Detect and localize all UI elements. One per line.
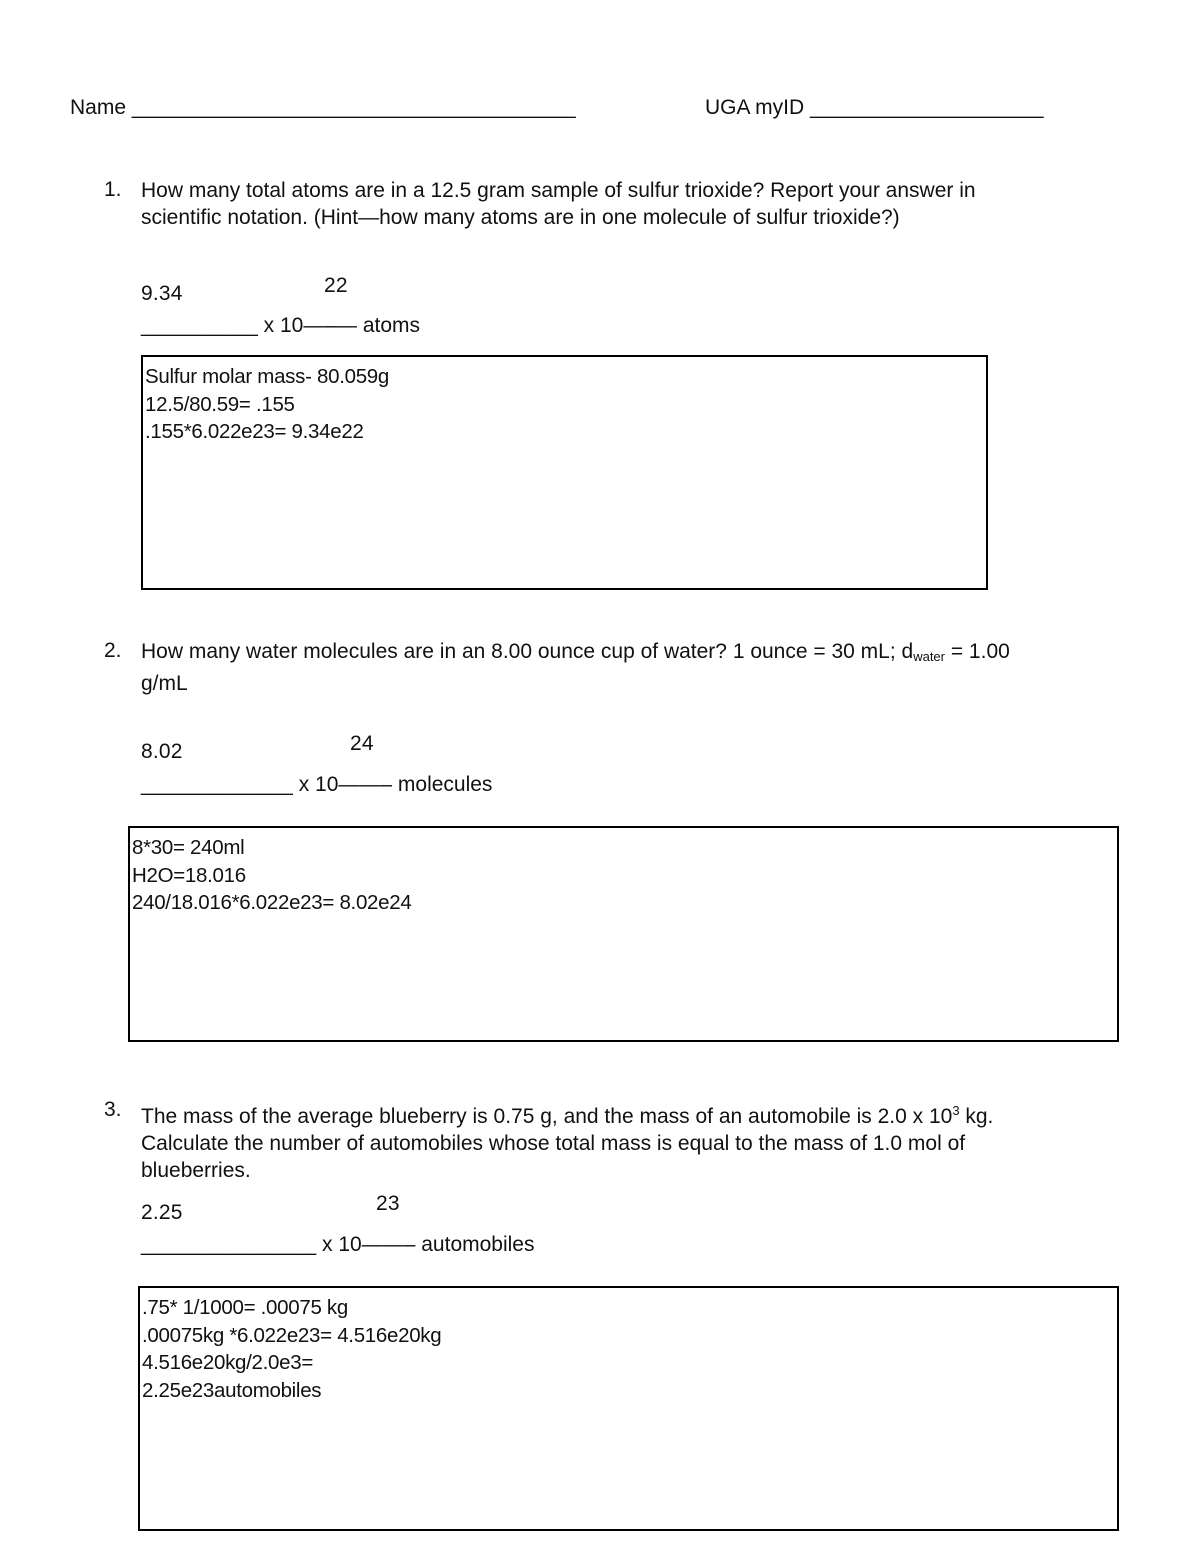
question-3-work-box[interactable] — [138, 1286, 1119, 1531]
myid-label: UGA myID — [705, 96, 805, 119]
question-1-answer-exponent[interactable]: 22 — [324, 274, 348, 297]
question-2-line-1-a: How many water molecules are in an 8.00 ounce cup of water? 1 ounce = 30 mL; d — [141, 640, 914, 663]
question-2-answer-mantissa[interactable]: 8.02 — [141, 740, 183, 763]
question-1-number: 1. — [104, 178, 122, 201]
question-2-number: 2. — [104, 639, 122, 662]
question-3-answer-mantissa[interactable]: 2.25 — [141, 1201, 183, 1224]
question-2-work-line-1: 8*30= 240ml — [132, 836, 245, 859]
question-3-work-line-1: .75* 1/1000= .00075 kg — [142, 1296, 348, 1319]
myid-field — [705, 96, 1044, 120]
question-3-work-line-3: 4.516e20kg/2.0e3= — [142, 1351, 314, 1374]
question-1-answer-mantissa[interactable]: 9.34 — [141, 282, 183, 305]
question-3-number: 3. — [104, 1098, 122, 1121]
question-1-answer-line — [141, 314, 420, 338]
question-3-line-1-b: kg. — [959, 1105, 994, 1128]
question-1-work-line-3: .155*6.022e23= 9.34e22 — [145, 420, 364, 443]
question-2-work-box[interactable] — [128, 826, 1119, 1042]
question-1-answer-suffix: x 10—–— atoms — [263, 314, 421, 337]
question-2-line-1-b: = 1.00 — [945, 640, 1010, 663]
question-3-work-line-2: .00075kg *6.022e23= 4.516e20kg — [142, 1323, 442, 1347]
question-1-line-2: scientific notation. (Hint—how many atoms are in one molecule of sulfur trioxide?) — [141, 206, 900, 229]
name-blank[interactable]: ______________________________________ — [131, 96, 576, 119]
question-3-superscript: 3 — [952, 1103, 960, 1118]
question-3-line-2: Calculate the number of automobiles whose total mass is equal to the mass of 1.0 mol of — [141, 1132, 966, 1155]
question-1-work-line-1: Sulfur molar mass- 80.059g — [145, 365, 390, 388]
question-1-line-1: How many total atoms are in a 12.5 gram sample of sulfur trioxide? Report your answer in — [141, 179, 976, 202]
question-2-answer-blank[interactable]: _____________ — [141, 773, 293, 796]
question-3-answer-line — [141, 1233, 535, 1257]
question-3-answer-exponent[interactable]: 23 — [376, 1192, 400, 1215]
question-2-line-1 — [141, 638, 1151, 670]
question-3-line-1-a: The mass of the average blueberry is 0.75 g, and the mass of an automobile is 2.0 x 10 — [141, 1105, 953, 1128]
question-1-work-line-2: 12.5/80.59= .155 — [145, 392, 295, 416]
question-2-work-line-3: 240/18.016*6.022e23= 8.02e24 — [132, 891, 412, 914]
question-1-answer-blank[interactable]: __________ — [141, 314, 258, 337]
question-3-line-1 — [141, 1097, 1151, 1130]
question-2-answer-exponent[interactable]: 24 — [350, 732, 374, 755]
question-1-text — [141, 177, 1141, 231]
question-2-subscript: water — [913, 649, 945, 664]
question-2-text — [141, 638, 1151, 697]
question-3-answer-blank[interactable]: _______________ — [141, 1233, 317, 1256]
question-3-text — [141, 1097, 1151, 1184]
question-2-work-line-2: H2O=18.016 — [132, 863, 246, 887]
question-3-answer-suffix: x 10——– automobiles — [322, 1233, 535, 1256]
question-2-answer-line — [141, 773, 492, 797]
myid-blank[interactable]: ____________________ — [810, 96, 1044, 119]
question-3-work-line-4: 2.25e23automobiles — [142, 1378, 322, 1402]
question-1-work-box[interactable] — [141, 355, 988, 590]
question-3-line-3: blueberries. — [141, 1159, 251, 1182]
question-2-line-2: g/mL — [141, 672, 188, 695]
name-field — [70, 96, 576, 120]
question-2-answer-suffix: x 10——– molecules — [298, 773, 493, 796]
name-label: Name — [70, 96, 127, 119]
